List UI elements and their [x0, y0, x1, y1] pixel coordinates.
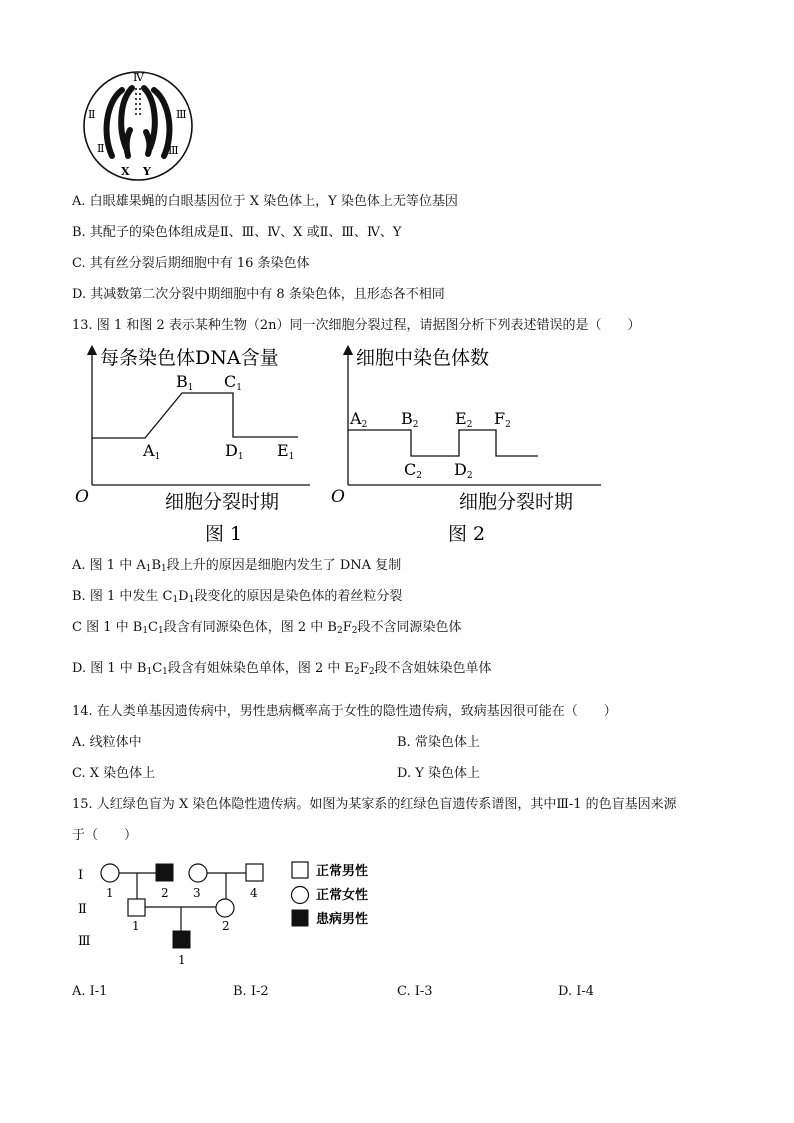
figure-1-caption: 图 1 [205, 523, 243, 545]
individual-I-2 [156, 864, 173, 881]
chr2-bottom-label: Ⅱ [97, 142, 105, 155]
q12-option-b: B. 其配子的染色体组成是Ⅱ、Ⅲ、Ⅳ、X 或Ⅱ、Ⅲ、Ⅳ、Y [72, 225, 402, 240]
label-II-1: 1 [132, 919, 140, 933]
individual-I-3 [189, 864, 207, 882]
label-III-1: 1 [178, 953, 186, 967]
point-b1: B1 [176, 372, 194, 393]
generation-3-label: Ⅲ [78, 934, 91, 949]
point-d1: D1 [225, 441, 244, 462]
q13-option-c: C 图 1 中 $B_1C_1$段含有同源染色体，图 2 中 $B_2F_2$段不含同源染色体 [72, 620, 462, 636]
q15-option-a: A. Ⅰ-1 [72, 984, 108, 999]
chr2-left-label: Ⅱ [88, 108, 96, 121]
point-c2: C2 [404, 460, 422, 481]
individual-II-1 [128, 899, 145, 916]
point-d2: D2 [454, 460, 473, 481]
legend-affected-male-icon [292, 910, 308, 926]
q12-option-a: A. 白眼雄果蝇的白眼基因位于 X 染色体上，Y 染色体上无等位基因 [72, 194, 458, 209]
generation-2-label: Ⅱ [78, 902, 87, 917]
chromosome-cell-diagram [80, 68, 196, 184]
legend-affected-male: 患病男性 [316, 912, 369, 927]
q15-option-c: C. Ⅰ-3 [397, 984, 433, 999]
pedigree-chart [70, 855, 390, 975]
point-e2: E2 [455, 409, 473, 430]
q15-option-b: B. Ⅰ-2 [233, 984, 269, 999]
figure-2-origin: O [331, 487, 345, 507]
chr4-label: Ⅳ [133, 71, 144, 84]
point-e1: E1 [277, 441, 295, 462]
label-I-4: 4 [250, 886, 258, 900]
individual-III-1 [173, 931, 190, 948]
point-c1: C1 [224, 372, 242, 393]
q13-stem: 13. 图 1 和图 2 表示某种生物（2n）同一次细胞分裂过程，请据图分析下列表述错误的是（ ） [72, 318, 641, 333]
figure-1-ylabel: 每条染色体DNA含量 [100, 347, 279, 369]
x-label: X [121, 165, 130, 178]
point-a1: A1 [143, 441, 161, 462]
q15-option-d: D. Ⅰ-4 [558, 984, 595, 999]
legend-normal-male: 正常男性 [316, 864, 369, 879]
point-f2: F2 [494, 409, 511, 430]
q15-stem-line1: 15. 人红绿色盲为 X 染色体隐性遗传病。如图为某家系的红绿色盲遗传系谱图，其中Ⅲ-1 的色盲基因来源 [72, 797, 677, 812]
individual-II-2 [216, 899, 234, 917]
y-label: Y [143, 165, 151, 178]
q14-option-a: A. 线粒体中 [72, 735, 142, 750]
q14-option-d: D. Y 染色体上 [397, 766, 480, 781]
q15-stem-line2: 于（ ） [72, 828, 138, 843]
label-II-2: 2 [222, 919, 230, 933]
figure-2-caption: 图 2 [448, 523, 486, 545]
point-b2: B2 [401, 409, 419, 430]
q14-stem: 14. 在人类单基因遗传病中，男性患病概率高于女性的隐性遗传病，致病基因很可能在（ ） [72, 704, 617, 719]
figure-1-origin: O [75, 487, 89, 507]
q12-option-d: D. 其减数第二次分裂中期细胞中有 8 条染色体，且形态各不相同 [72, 287, 445, 302]
figure-2-xlabel: 细胞分裂时期 [459, 491, 574, 513]
figure-2-chromosome-count-graph [326, 340, 616, 550]
q13-option-a: A. 图 1 中 $A_1B_1$段上升的原因是细胞内发生了 DNA 复制 [72, 558, 402, 574]
individual-I-4 [246, 864, 263, 881]
chr3-bottom-label: Ⅲ [168, 144, 179, 157]
label-I-2: 2 [161, 886, 169, 900]
generation-1-label: Ⅰ [78, 868, 84, 883]
point-a2: A2 [350, 409, 368, 430]
individual-I-1 [101, 864, 119, 882]
q14-option-b: B. 常染色体上 [397, 735, 480, 750]
legend-normal-male-icon [292, 862, 308, 878]
label-I-1: 1 [106, 886, 114, 900]
q13-option-d: D. 图 1 中 $B_1C_1$段含有姐妹染色单体，图 2 中 $E_2F_2$段不含姐妹染色单体 [72, 661, 492, 677]
legend-normal-female: 正常女性 [316, 888, 369, 903]
label-I-3: 3 [193, 886, 201, 900]
chr3-right-label: Ⅲ [176, 108, 187, 121]
legend-normal-female-icon [292, 887, 309, 904]
figure-2-ylabel: 细胞中染色体数 [356, 347, 490, 369]
figure-1-xlabel: 细胞分裂时期 [165, 491, 280, 513]
q13-option-b: B. 图 1 中发生 $C_1D_1$段变化的原因是染色体的着丝粒分裂 [72, 589, 403, 605]
q12-option-c: C. 其有丝分裂后期细胞中有 16 条染色体 [72, 256, 310, 271]
figure-1-dna-content-graph [70, 340, 320, 550]
q14-option-c: C. X 染色体上 [72, 766, 156, 781]
